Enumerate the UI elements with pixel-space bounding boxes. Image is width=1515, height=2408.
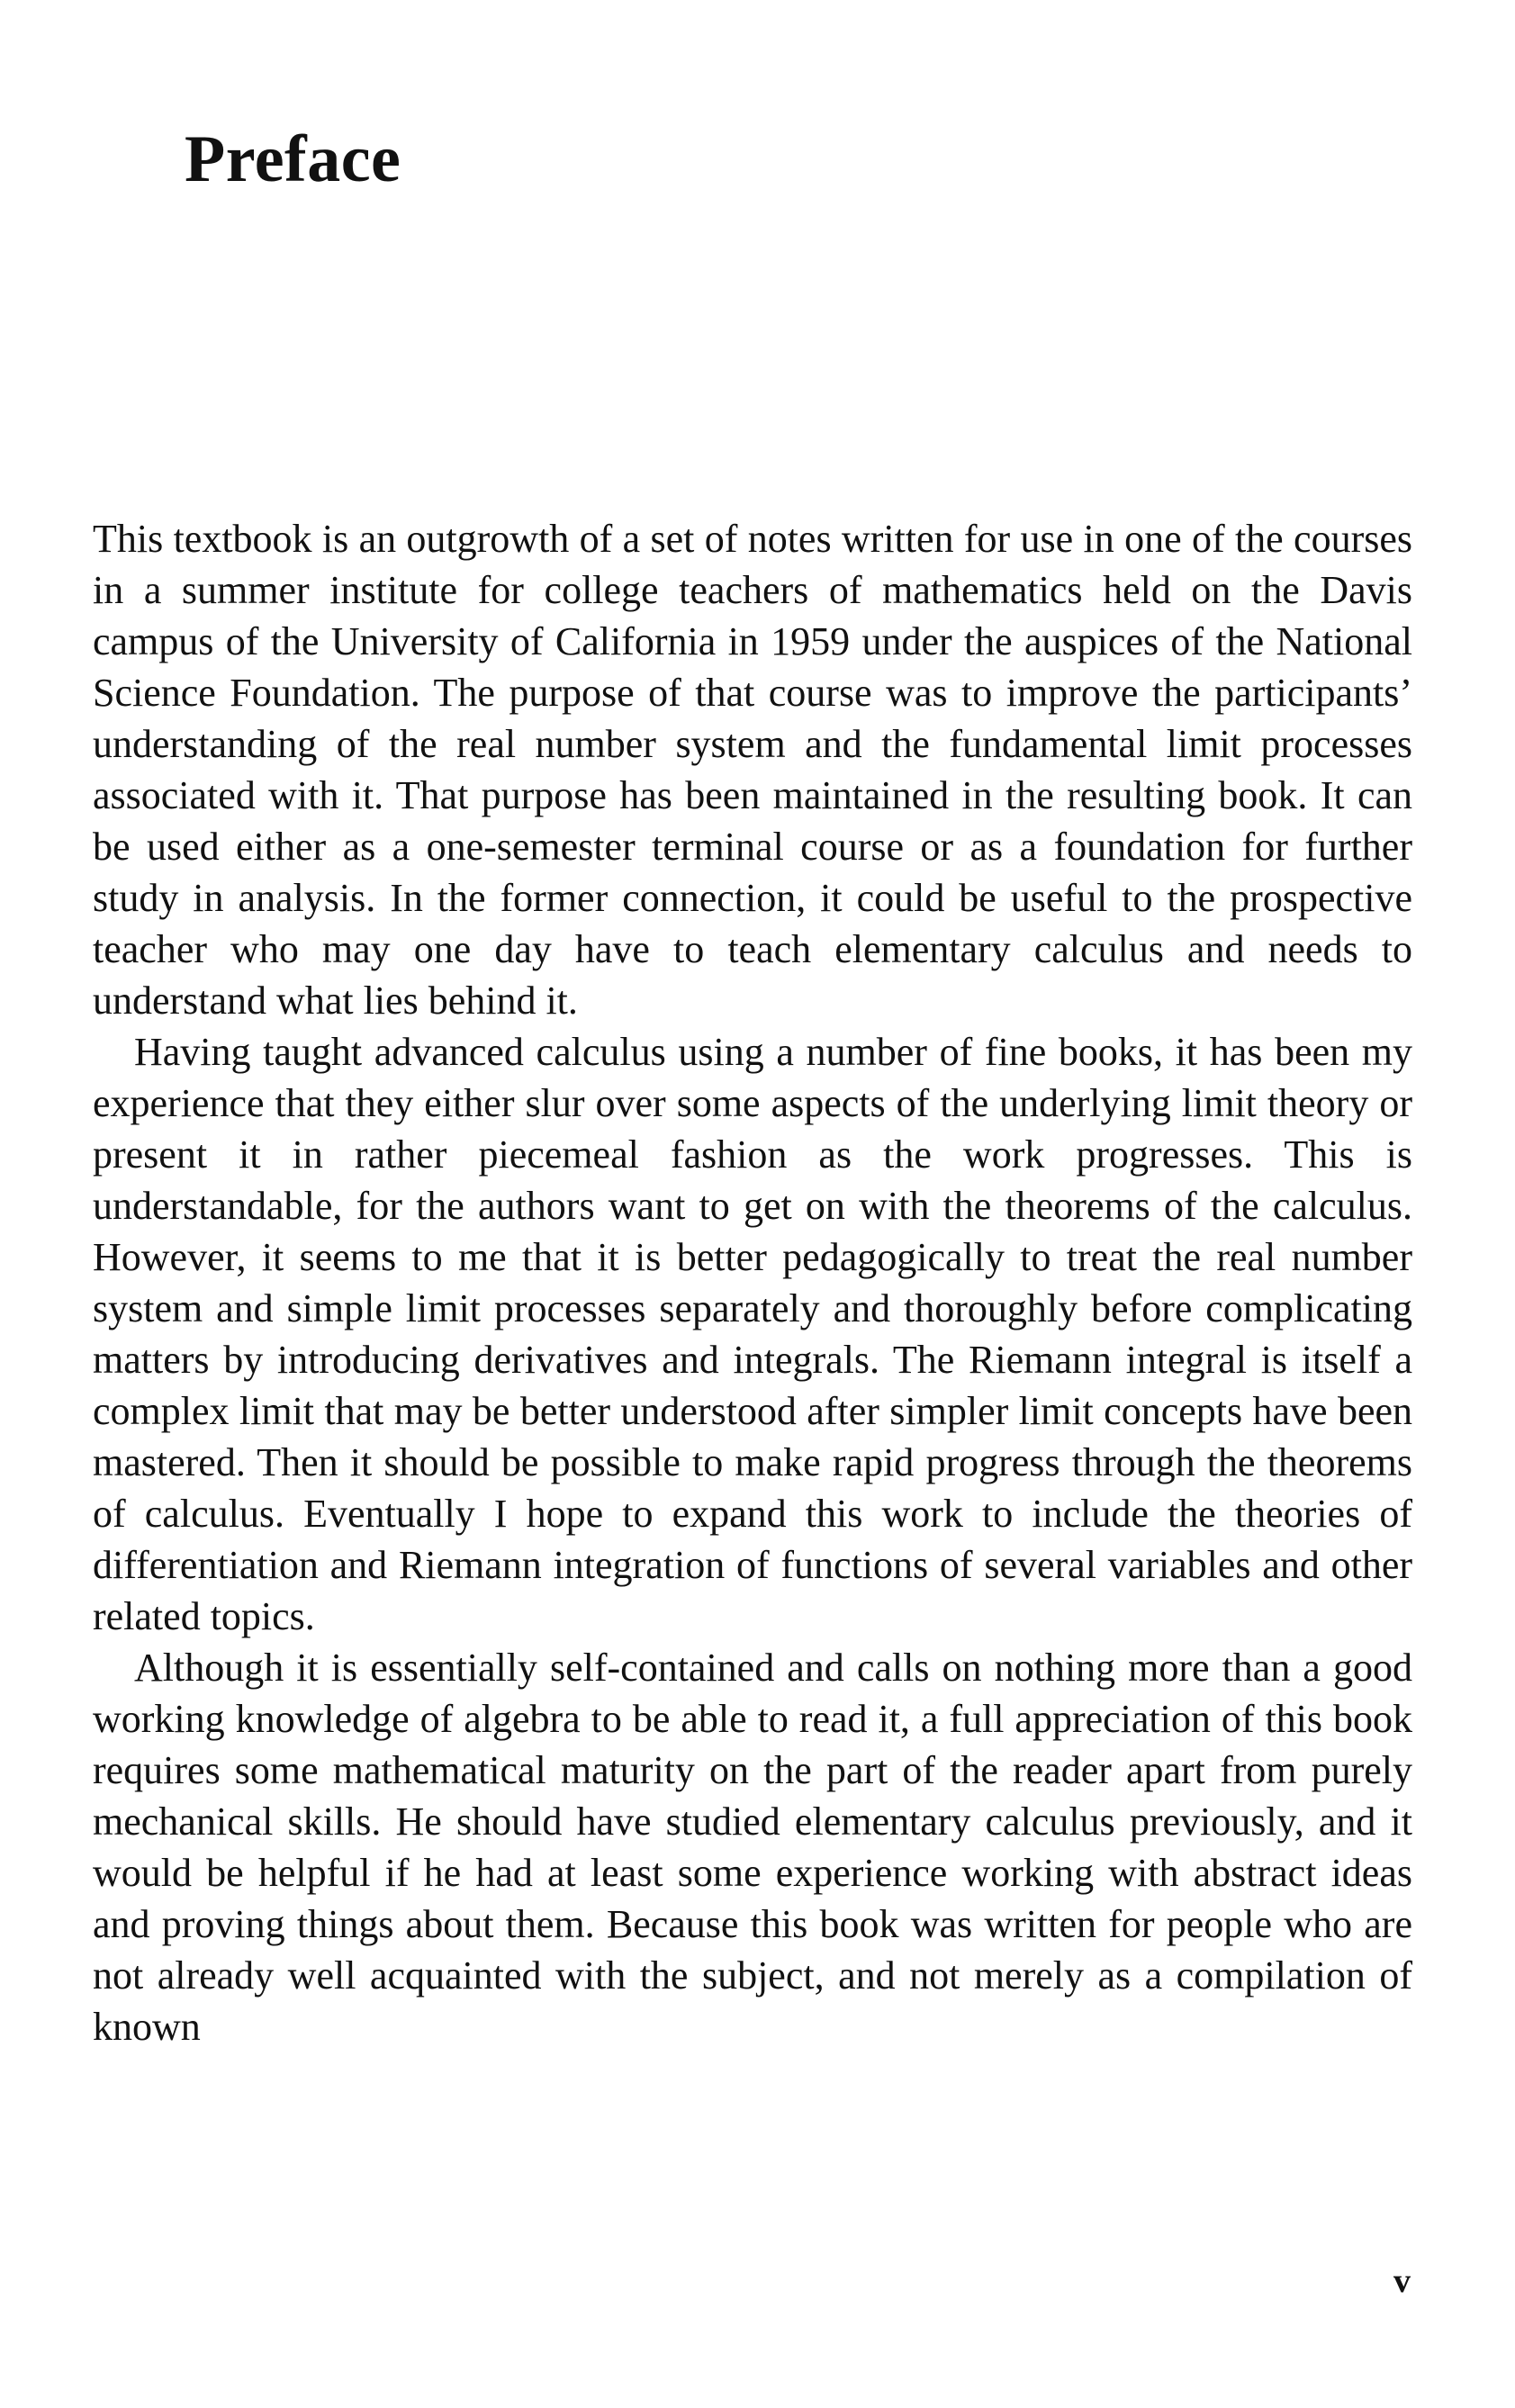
page-number: v xyxy=(1393,2262,1411,2300)
preface-body xyxy=(93,513,1412,2052)
paragraph-2: Having taught advanced calculus using a number of fine books, it has been my experience that they either slur over some aspects of the underlying limit theory or present it in rather piecemeal fashion as the work progresses. This is understandable, for the authors want to get on with the theorems of the calculus. However, it seems to me that it is better pedagogically to treat the real number system and simple limit processes separately and thoroughly before complicating matters by introducing derivatives and integrals. The Riemann integral is itself a complex limit that may be better understood after simpler limit concepts have been mastered. Then it should be possible to make rapid progress through the theorems of calculus. Eventually I hope to expand this work to include the theories of differentiation and Riemann integration of functions of several variables and other related topics. xyxy=(93,1030,1412,1638)
page-title: Preface xyxy=(185,122,401,196)
paragraph-3: Although it is essentially self-contained and calls on nothing more than a good working knowledge of algebra to be able to read it, a full appreciation of this book requires some mathematical maturity on the part of the reader apart from purely mechanical skills. He should have studied elementary calculus previously, and it would be helpful if he had at least some experience working with abstract ideas and proving things about them. Because this book was written for people who are not already well acquainted with the subject, and not merely as a compilation of known xyxy=(93,1646,1412,2049)
paragraph-1: This textbook is an outgrowth of a set of notes written for use in one of the courses in a summer institute for college teachers of mathematics held on the Davis campus of the University of California in 1959 under the auspices of the National Science Foundation. The purpose of that course was to improve the participants’ understanding of the real number system and the fundamental limit processes associated with it. That purpose has been maintained in the resulting book. It can be used either as a one-semester terminal course or as a foundation for further study in analysis. In the former connection, it could be useful to the prospective teacher who may one day have to teach elementary calculus and needs to understand what lies behind it. xyxy=(93,517,1412,1023)
